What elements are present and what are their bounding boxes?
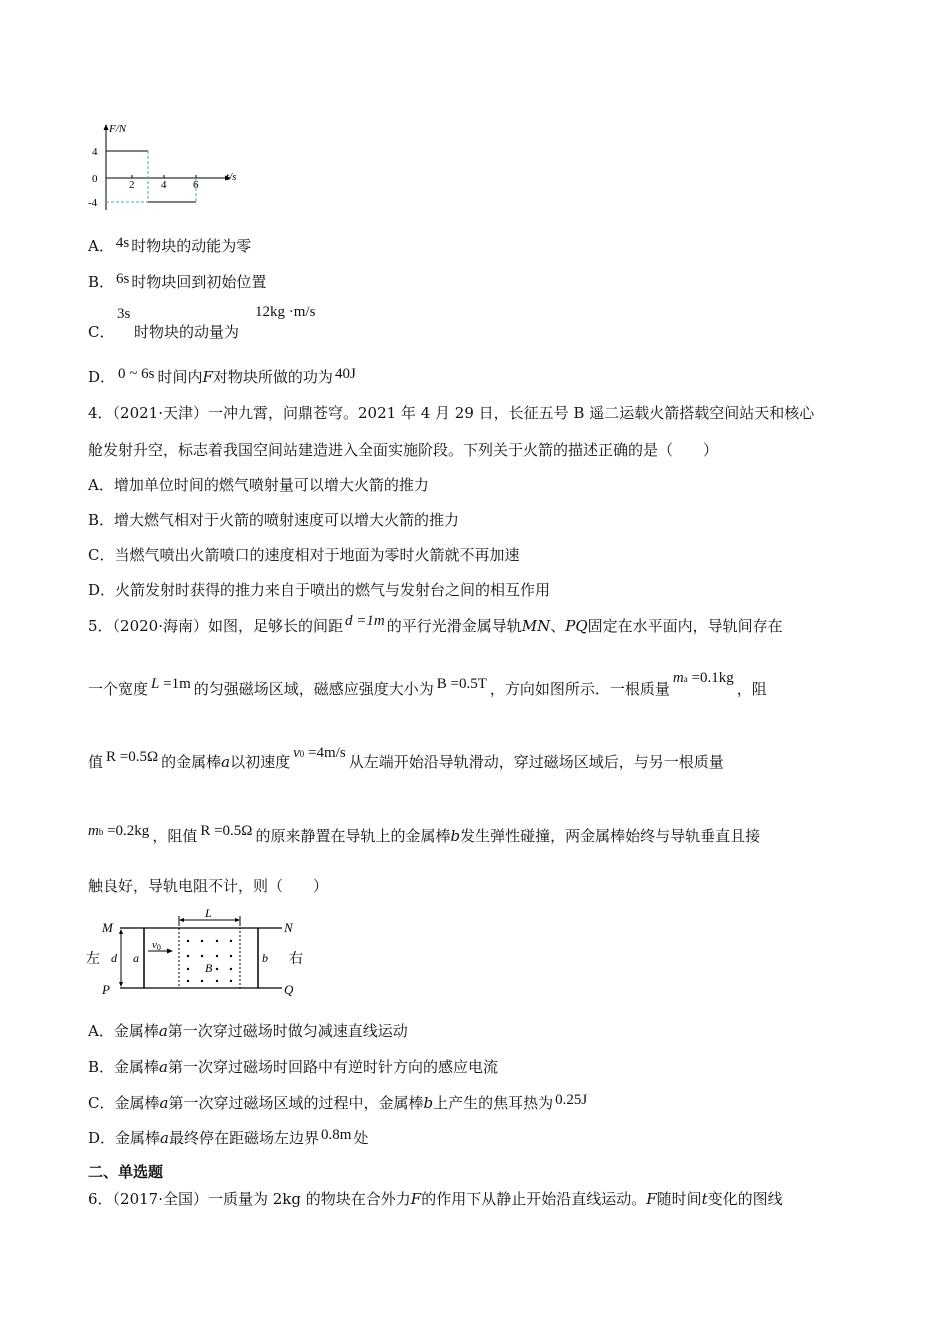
q4-stem-line2: 舱发射升空，标志着我国空间站建造进入全面实施阶段。下列关于火箭的描述正确的是（ ）: [88, 441, 719, 459]
graph-y-tick-0: 0: [92, 173, 98, 185]
magnetic-field-region: [179, 928, 240, 988]
label-L: L: [205, 908, 212, 920]
q3-option-c-text: 时物块的动量为: [134, 323, 240, 341]
graph-x-label: t/s: [226, 171, 237, 183]
rail-diagram: [84, 908, 314, 1000]
label-a: a: [133, 951, 139, 965]
q5-option-d: D．金属棒a最终停在距磁场左边界 0.8m 处: [88, 1127, 369, 1147]
graph-y-tick-4: 4: [92, 146, 98, 158]
label-B: B: [205, 961, 213, 975]
force-time-graph: [84, 118, 254, 218]
q5-option-b: B．金属棒a第一次穿过磁场时回路中有逆时针方向的感应电流: [88, 1058, 498, 1076]
q3-option-c-math1: 3s: [117, 306, 131, 322]
section-heading: 二、单选题: [88, 1163, 164, 1181]
label-v0: v0: [152, 939, 161, 952]
q5-stem-line2: 一个宽度 L =1m 的匀强磁场区域，磁感应强度大小为 B =0.5T ，方向如图所示．一根质量ma =0.1kg，阻: [88, 670, 767, 698]
q5-stem-line3: 值 R =0.5Ω 的金属棒a以初速度 v0 =4m/s 从左端开始沿导轨滑动，穿过磁场区域后，与另一根质量: [88, 745, 724, 771]
q4-option-b: B．增大燃气相对于火箭的喷射速度可以增大火箭的推力: [88, 511, 460, 529]
q3-option-c-math2: 12kg ·m/s: [255, 304, 316, 320]
label-left: 左: [86, 952, 100, 967]
q6-stem-line1: 6．（2017·全国）一质量为 2kg 的物块在合外力F的作用下从静止开始沿直线运动。F随时间t变化的图线: [88, 1190, 783, 1208]
q5-stem-line4: mb =0.2kg ，阻值 R =0.5Ω 的原来静置在导轨上的金属棒b发生弹性碰撞，两金属棒始终与导轨垂直且接: [88, 823, 761, 845]
q4-stem-line1: 4．（2021·天津）一冲九霄，问鼎苍穹。2021 年 4 月 29 日，长征五号 B 遥二运载火箭搭载空间站天和核心: [88, 404, 815, 422]
label-d: d: [111, 951, 117, 965]
q3-option-a: A． 4s 时物块的动能为零: [88, 235, 252, 255]
label-N: N: [284, 920, 293, 935]
q4-option-d: D．火箭发射时获得的推力来自于喷出的燃气与发射台之间的相互作用: [88, 581, 551, 599]
label-b: b: [262, 951, 268, 965]
graph-y-label: F/N: [109, 123, 127, 135]
graph-x-tick-2: 2: [129, 179, 135, 191]
graph-x-tick-4: 4: [161, 179, 167, 191]
q5-option-a: A．金属棒a第一次穿过磁场时做匀减速直线运动: [88, 1022, 408, 1040]
label-right: 右: [289, 952, 303, 967]
label-P: P: [102, 982, 110, 997]
q3-option-b: B． 6s 时物块回到初始位置: [88, 271, 267, 291]
label-M: M: [102, 920, 113, 935]
q5-stem-line1: 5．（2020·海南）如图，足够长的间距 d =1m 的平行光滑金属导轨MN、PQ固定在水平面内，导轨间存在: [88, 613, 783, 635]
q5-stem-line5: 触良好，导轨电阻不计，则（ ）: [88, 877, 329, 895]
q4-option-c: C．当燃气喷出火箭喷口的速度相对于地面为零时火箭就不再加速: [88, 546, 520, 564]
q3-option-c: C．: [88, 323, 115, 341]
q3-option-d: D． 0 ~ 6s 时间内F对物块所做的功为 40J: [88, 366, 356, 386]
label-Q: Q: [284, 982, 294, 997]
graph-y-tick-neg4: -4: [88, 197, 98, 209]
q4-option-a: A．增加单位时间的燃气喷射量可以增大火箭的推力: [88, 476, 429, 494]
graph-x-tick-6: 6: [193, 179, 199, 191]
q5-option-c: C．金属棒a第一次穿过磁场区域的过程中，金属棒b上产生的焦耳热为 0.25J: [88, 1092, 588, 1112]
